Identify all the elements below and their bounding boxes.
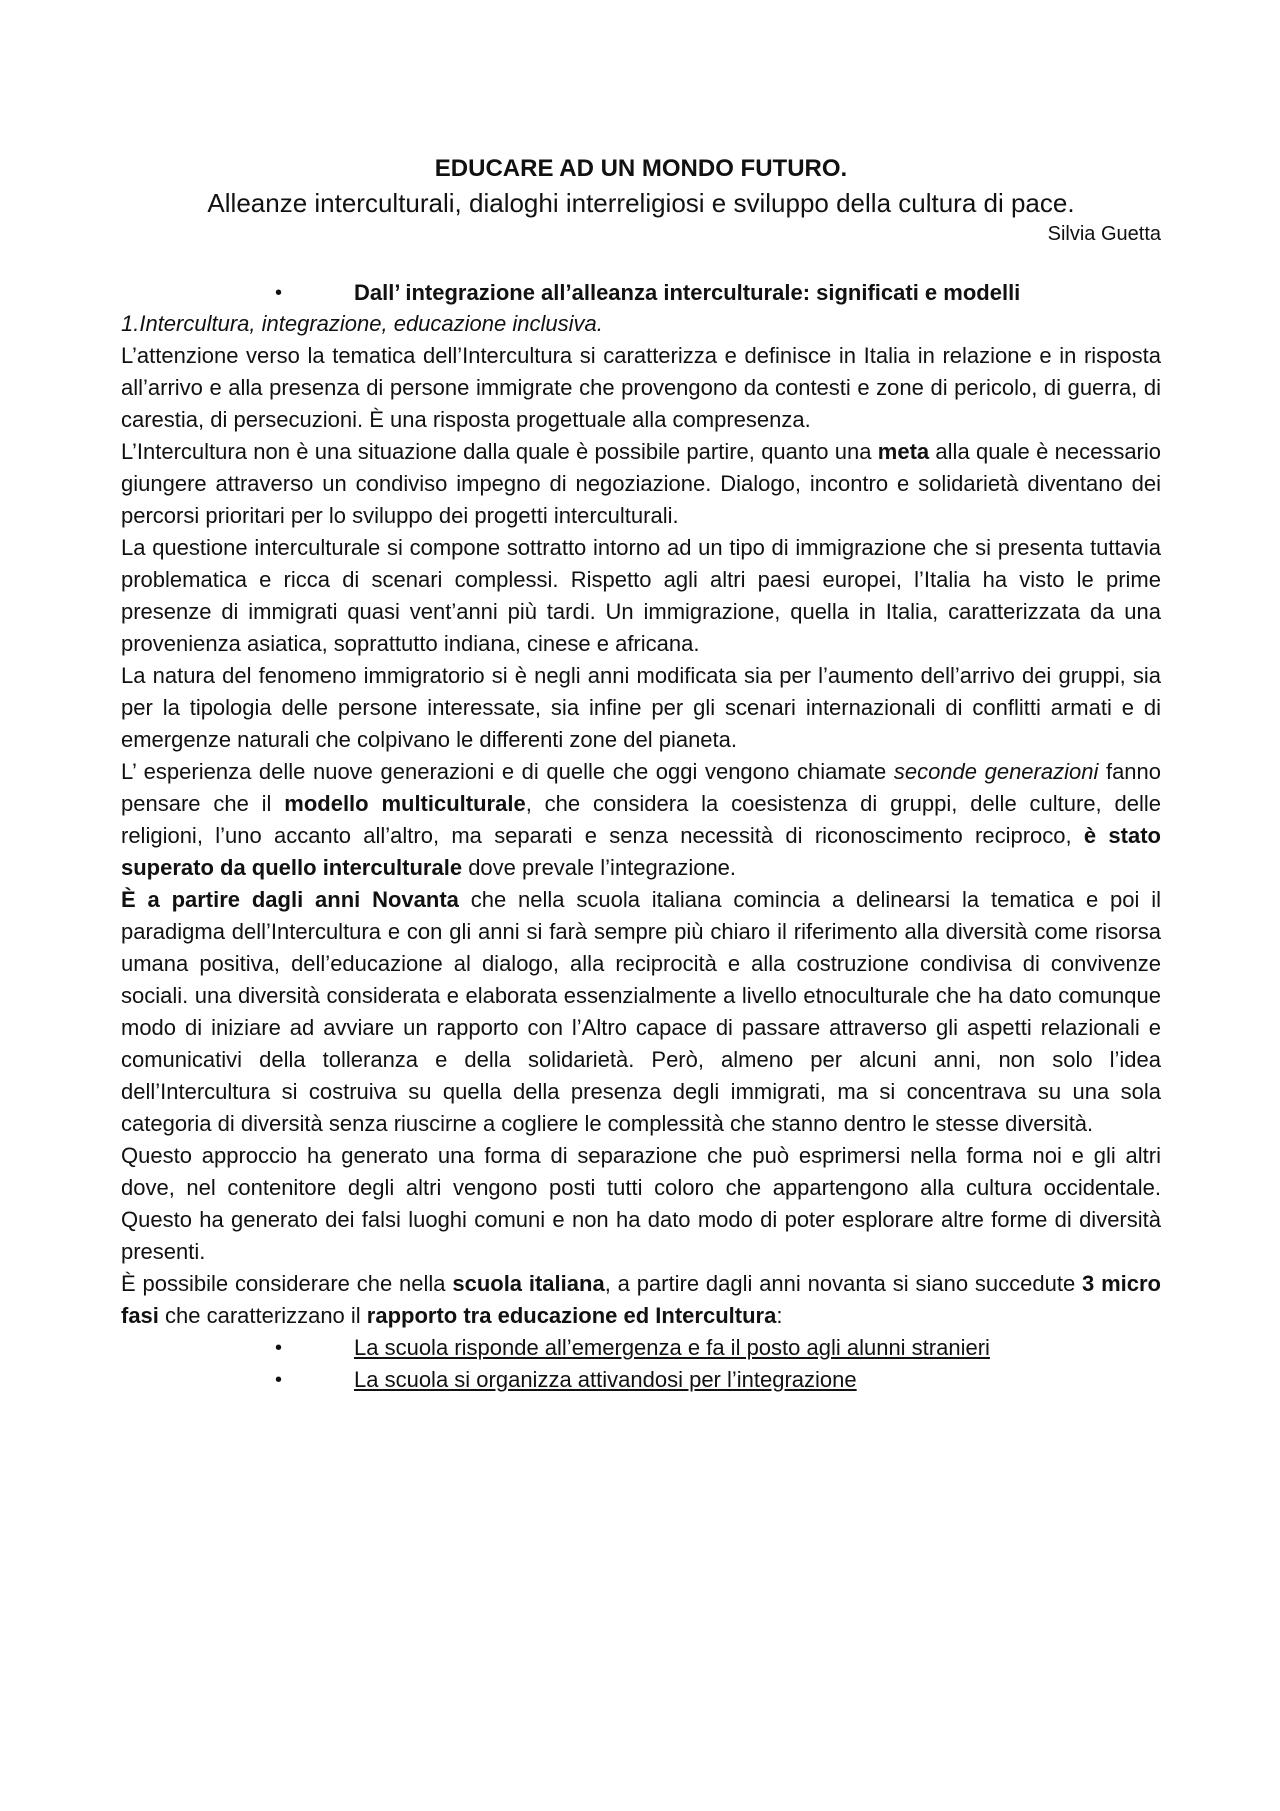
- document-body: [121, 152, 1161, 1396]
- document-title: EDUCARE AD UN MONDO FUTURO.: [434, 155, 848, 182]
- paragraph-5-text-c: fanno pensare che il: [121, 759, 1162, 816]
- paragraph-5-italic-seconde: seconde generazioni: [893, 759, 1099, 784]
- paragraph-6: [121, 884, 1161, 1140]
- paragraph-2-text-a: L’Intercultura non è una situazione dalla quale è possibile partire, quanto una: [121, 439, 878, 464]
- paragraph-4: La natura del fenomeno immigratorio si è negli anni modificata sia per l’aumento dell’arrivo dei gruppi, sia per la tipologia delle persone interessate, sia infine per gli scenari internazionali di conflitti armati e di emergenze naturali che colpivano le differenti zone del pianeta.: [121, 663, 1161, 752]
- paragraph-1: L’attenzione verso la tematica dell’Intercultura si caratterizza e definisce in Italia in relazione e in risposta all’arrivo e alla presenza di persone immigrate che provengono da contesti e zone di pericolo, di guerra, di carestia, di persecuzioni. È una risposta progettuale alla compresenza.: [121, 343, 1161, 432]
- subsection-heading: 1.Intercultura, integrazione, educazione inclusiva.: [121, 311, 603, 336]
- paragraph-6-text-a: che nella scuola italiana comincia a delinearsi la tematica e poi il paradigma dell’Intercultura e con gli anni si farà sempre più chiaro il riferimento alla diversità come risorsa umana positiva, dell’educazione al dialogo, alla reciprocità e alla costruzione condivisa di convivenze sociali. una diversità considerata e elaborata essenzialmente a livello etnoculturale che ha dato comunque modo di iniziare ad avviare un rapporto con l’Altro capace di passare attraverso gli aspetti relazionali e comunicativi della tolleranza e della solidarietà. Però, almeno per alcuni anni, non solo l’idea dell’Intercultura si costruiva su quella della presenza degli immigrati, ma si concentrava su una sola categoria di diversità senza riuscirne a cogliere le complessità che stanno dentro le stesse diversità.: [121, 887, 1161, 1136]
- paragraph-8-bold-fasi: 3 micro fasi: [121, 1271, 1161, 1328]
- paragraph-8-text-c: , a partire dagli anni novanta si siano succedute: [604, 1271, 1083, 1296]
- list-item-text: La scuola risponde all’emergenza e fa il posto agli alunni stranieri: [354, 1335, 990, 1360]
- paragraph-5-text-d: , che considera la coesistenza di gruppi, delle culture, delle religioni, l’uno accanto all’altro, ma separati e senza necessità di riconoscimento reciproco,: [121, 791, 1161, 848]
- paragraph-8-text-e: :: [776, 1303, 783, 1328]
- paragraph-7: Questo approccio ha generato una forma di separazione che può esprimersi nella forma noi e gli altri dove, nel contenitore degli altri vengono posti tutti coloro che appartengono alla cultura occidentale. Questo ha generato dei falsi luoghi comuni e non ha dato modo di poter esplorare altre forme di diversità presenti.: [121, 1143, 1161, 1264]
- paragraph-8-bold-rapporto: rapporto tra educazione ed Intercultura: [366, 1303, 777, 1328]
- paragraph-5-text-a: L’ esperienza delle nuove generazioni e di quelle che oggi vengono chiamate: [121, 759, 894, 784]
- section-heading: Dall’ integrazione all’alleanza interculturale: significati e modelli: [354, 280, 1021, 305]
- paragraph-2-bold-meta: meta: [877, 439, 930, 464]
- document-subtitle: Alleanze interculturali, dialoghi interreligiosi e sviluppo della cultura di pace.: [207, 188, 1075, 218]
- paragraph-6-bold-novanta: È a partire dagli anni Novanta: [121, 887, 459, 912]
- paragraph-8-text-d: che caratterizzano il: [158, 1303, 367, 1328]
- bullet-icon: •: [275, 1369, 283, 1391]
- section-heading-row: [121, 278, 1161, 308]
- paragraph-5-text-e: dove prevale l’integrazione.: [462, 855, 737, 880]
- paragraph-8-text-a: È possibile considerare che nella: [121, 1271, 453, 1296]
- bullet-icon: •: [275, 1337, 283, 1359]
- list-item-text: La scuola si organizza attivandosi per l’integrazione: [354, 1367, 857, 1392]
- paragraph-8: [121, 1268, 1161, 1332]
- paragraph-5-bold-superato: è stato superato da quello interculturale: [121, 823, 1161, 880]
- bullet-icon: •: [275, 282, 283, 304]
- paragraph-5-bold-modello: modello multiculturale: [284, 791, 526, 816]
- paragraph-2-text-c: alla quale è necessario giungere attraverso un condiviso impegno di negoziazione. Dialogo, incontro e solidarietà diventano dei percorsi prioritari per lo sviluppo dei progetti interculturali.: [121, 439, 1162, 528]
- paragraph-2: [121, 436, 1161, 532]
- paragraph-3: La questione interculturale si compone sottratto intorno ad un tipo di immigrazione che si presenta tuttavia problematica e ricca di scenari complessi. Rispetto agli altri paesi europei, l’Italia ha visto le prime presenze di immigrati quasi vent’anni più tardi. Un immigrazione, quella in Italia, caratterizzata da una provenienza asiatica, soprattutto indiana, cinese e africana.: [121, 535, 1161, 656]
- paragraph-5: [121, 756, 1161, 884]
- document-author: Silvia Guetta: [1047, 223, 1161, 245]
- list-item: [121, 1364, 1161, 1396]
- paragraph-8-bold-scuola: scuola italiana: [452, 1271, 605, 1296]
- list-item: [121, 1332, 1161, 1364]
